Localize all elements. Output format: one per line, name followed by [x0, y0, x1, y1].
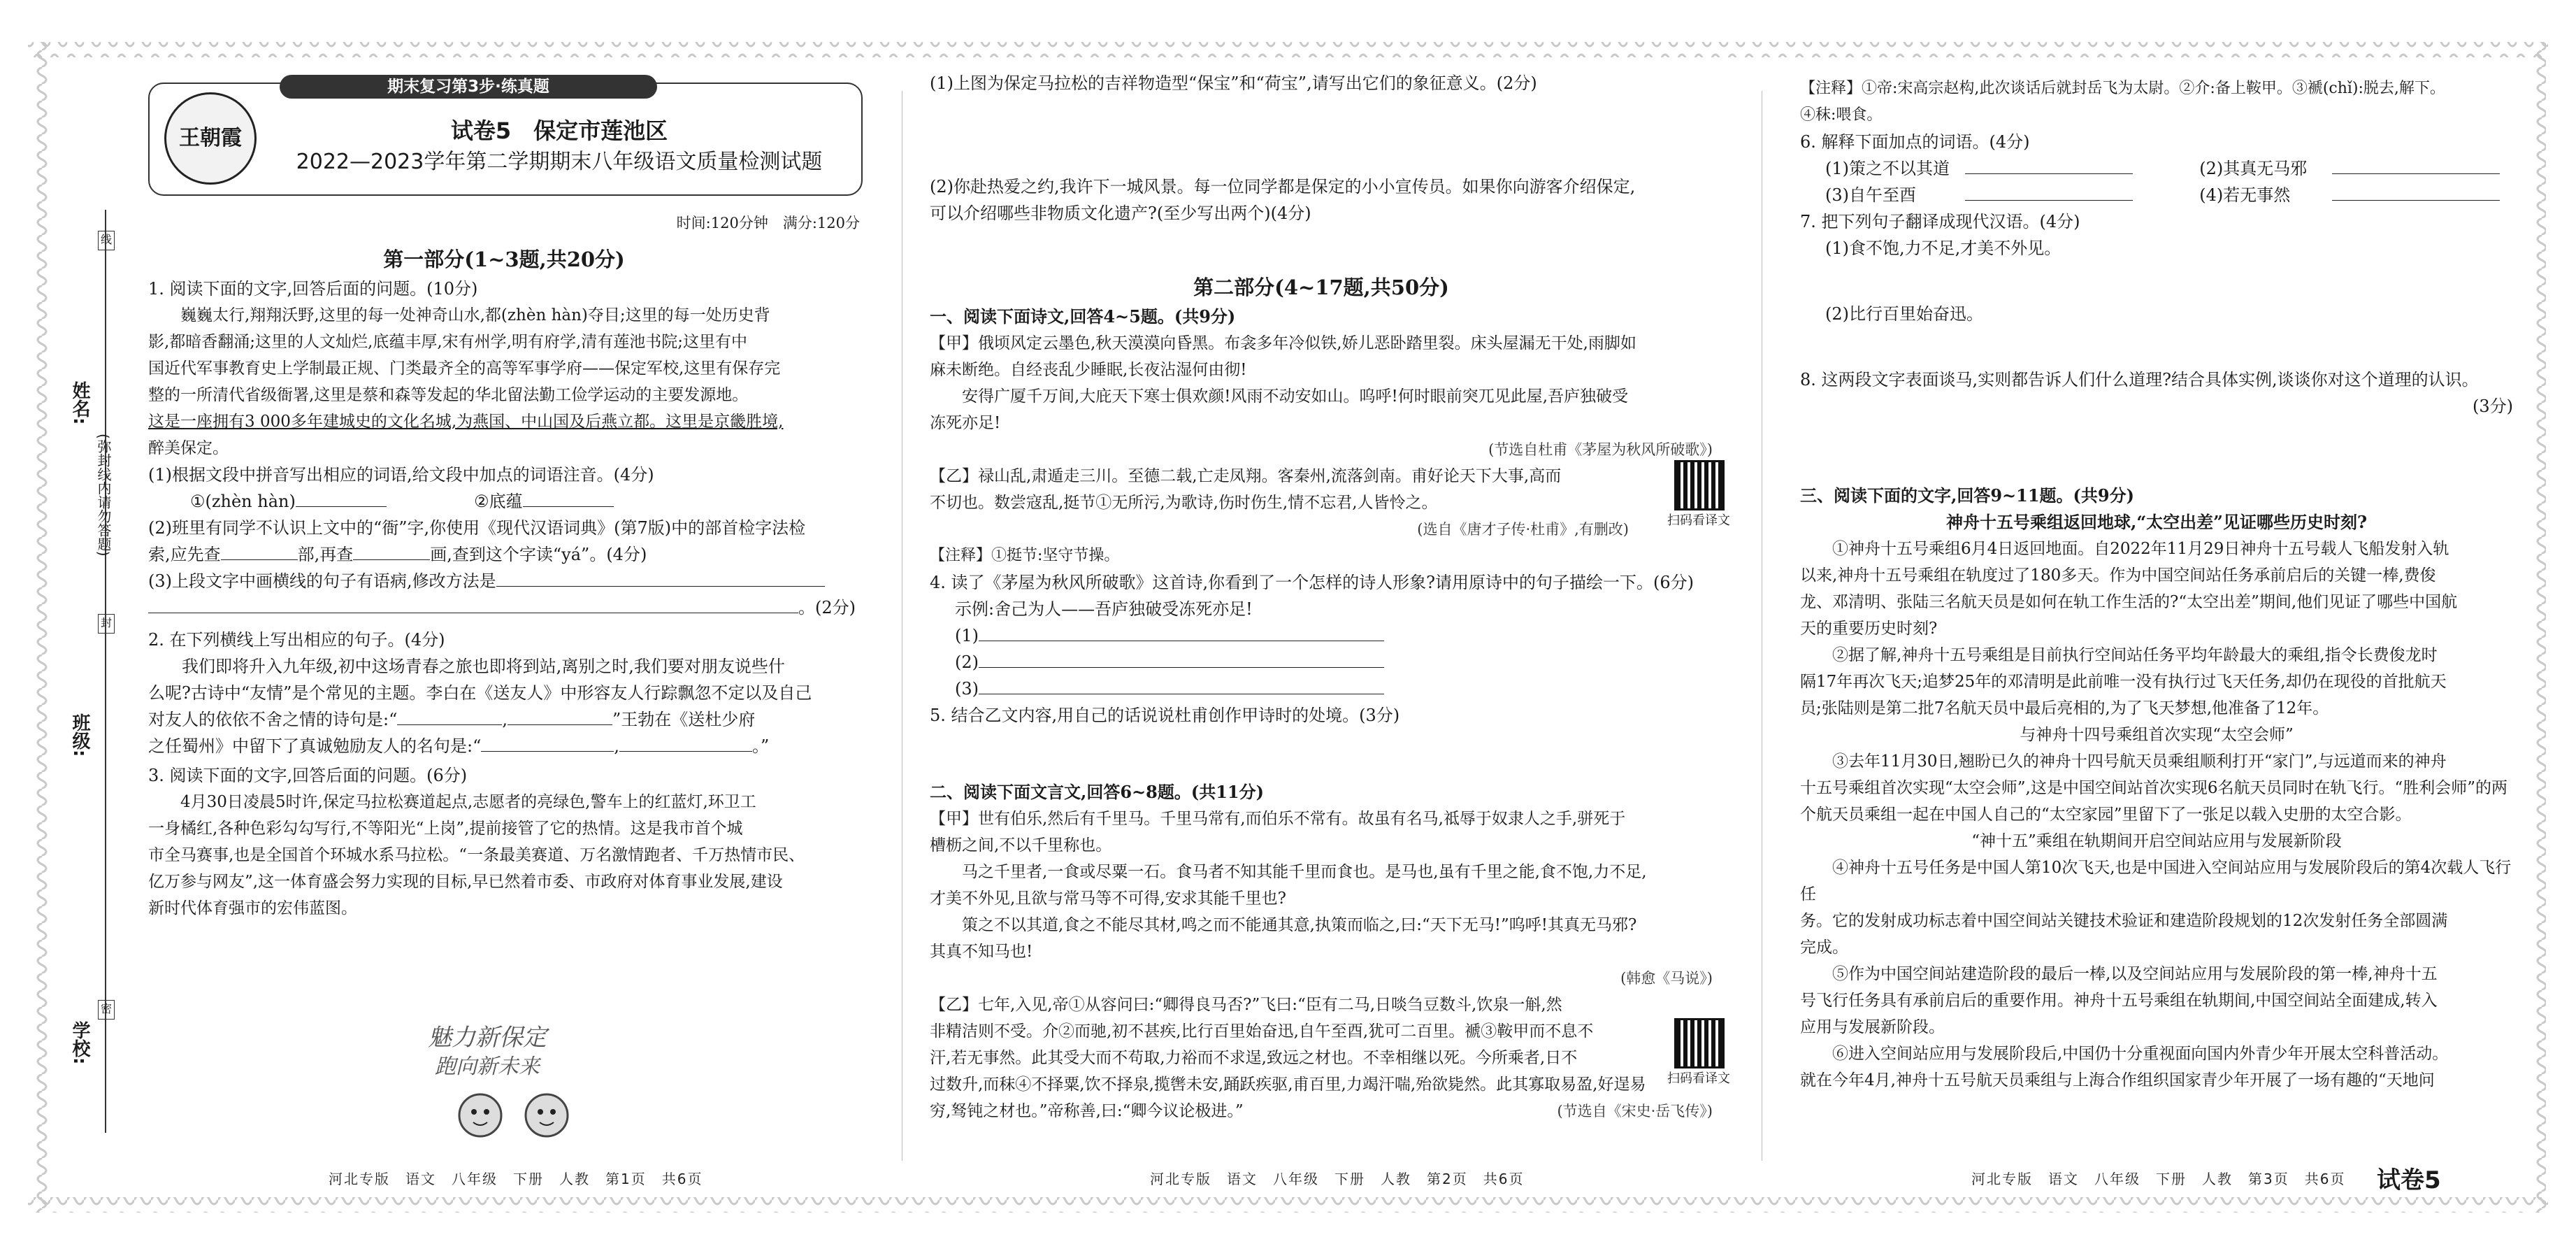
- word-item: (3)自午至酉: [1825, 185, 1916, 205]
- answer-blank[interactable]: [2332, 155, 2500, 174]
- mascot-illustration: [414, 1017, 624, 1157]
- passage-line: 个航天员乘组一起在中国人自己的“太空家园”里留下了一张足以载入史册的太空合影。: [1800, 806, 2412, 824]
- text-ma-shuo: [930, 806, 1713, 965]
- footnote: ④秣:喂食。: [1800, 106, 1883, 124]
- paper-number: 试卷5: [2377, 1166, 2441, 1194]
- question-1-3-line: [148, 594, 860, 621]
- question-3-1: (1)上图为保定马拉松的吉祥物造型“保宝”和“荷宝”,请写出它们的象征意义。(2分): [930, 73, 1537, 93]
- item-number: (2): [955, 652, 979, 672]
- passage-line: 策之不以其道,食之不能尽其材,鸣之而不能通其意,执策而临之,曰:“天下无马!”呜呼!其真无马邪?: [962, 916, 1637, 934]
- fill-text: 索,应先查: [148, 545, 221, 564]
- passage-line: 完成。: [1800, 938, 1848, 957]
- passage-line: 就在今年4月,神舟十五号航天员乘组与上海合作组织国家青少年开展了一场有趣的“天地问: [1800, 1071, 2435, 1089]
- answer-blank[interactable]: [523, 488, 614, 507]
- item-number: (1): [955, 626, 979, 645]
- article-subheading: 与神舟十四号乘组首次实现“太空会师”: [2020, 726, 2294, 744]
- passage-line: 不切也。数尝寇乱,挺节①无所污,为歌诗,伤时伤生,情不忘君,人皆怜之。: [930, 494, 1438, 512]
- answer-blank[interactable]: [1965, 155, 2133, 174]
- fill-text: 部,再查: [297, 545, 354, 564]
- question-8-score: (3分): [2473, 396, 2513, 416]
- fill-text: 之任蜀州》中留下了真诚勉励友人的名句是:“: [148, 736, 482, 756]
- question-4-line: [930, 675, 1713, 702]
- part-2-heading: 第二部分(4~17题,共50分): [1193, 276, 1449, 299]
- page-1-footer: 河北专版 语文 八年级 下册 人教 第1页 共6页: [329, 1171, 703, 1187]
- question-1-2-fill: [148, 541, 860, 568]
- footnote: 【注释】①帝:宋高宗赵构,此次谈话后就封岳飞为太尉。②介:备上鞍甲。③褫(chǐ):脱去,解下。: [1800, 80, 2445, 97]
- passage-line: 天的重要历史时刻?: [1800, 620, 1938, 638]
- question-4: 4. 读了《茅屋为秋风所破歌》这首诗,你看到了一个怎样的诗人形象?请用原诗中的句子描绘一下。(6分): [930, 573, 1694, 592]
- passage-line: ⑥进入空间站应用与发展阶段后,中国仍十分重视面向国内外青少年开展太空科普活动。: [1832, 1045, 2449, 1063]
- qr-code[interactable]: [1674, 460, 1725, 510]
- question-6-row: [1800, 155, 2513, 182]
- question-6: 6. 解释下面加点的词语。(4分): [1800, 132, 2030, 152]
- class-label: 班级:: [69, 713, 90, 757]
- word-item: (1)策之不以其道: [1825, 159, 1950, 178]
- source-citation: (选自《唐才子传·杜甫》,有删改): [1417, 521, 1629, 538]
- question-3-2: (2)你赴热爱之约,我许下一城风景。每一位同学都是保定的小小宣传员。如果你向游客介绍保定,: [930, 177, 1636, 196]
- answer-blank[interactable]: [397, 706, 502, 725]
- passage-line: 4月30日凌晨5时许,保定马拉松赛道起点,志愿者的亮绿色,警车上的红蓝灯,环卫工: [180, 793, 756, 811]
- fill-text: 对友人的依依不舍之情的诗句是:“: [148, 710, 398, 729]
- answer-blank[interactable]: [979, 675, 1384, 694]
- qr-label: 扫码看译文: [1667, 513, 1730, 528]
- answer-blank[interactable]: [508, 706, 612, 725]
- passage-line: 新时代体育强市的宏伟蓝图。: [148, 899, 357, 917]
- fill-text: 画,查到这个字读“yá”。(4分): [430, 545, 647, 564]
- text-yi: [930, 463, 1629, 516]
- exam-time: 时间:120分钟 满分:120分: [676, 215, 860, 231]
- passage-line: 【乙】七年,入见,帝①从容问曰:“卿得良马否?”飞曰:“臣有二马,日啖刍豆数斗,饮泉一斛,然: [930, 996, 1562, 1014]
- passage-line: ③去年11月30日,翘盼已久的神舟十四号航天员乘组顺利打开“家门”,与远道而来的神舟: [1832, 752, 2447, 771]
- passage-line: 影,都暗香翻涌;这里的人文灿烂,底蕴丰厚,宋有州学,明有府学,清有莲池书院;这里有中: [148, 333, 748, 351]
- seal-note: (弥封线内请勿答题): [95, 434, 112, 557]
- passage-line: 以来,神舟十五号乘组在轨度过了180多天。作为中国空间站任务承前启后的关键一棒,费俊: [1800, 566, 2436, 585]
- question-2: 2. 在下列横线上写出相应的句子。(4分): [148, 630, 445, 650]
- footnote: 【注释】①挺节:坚守节操。: [930, 547, 1120, 564]
- answer-blank[interactable]: [2332, 182, 2500, 201]
- section-c-heading: 三、阅读下面的文字,回答9~11题。(共9分): [1800, 485, 2134, 506]
- answer-blank[interactable]: [148, 594, 798, 613]
- answer-blank[interactable]: [353, 541, 430, 560]
- question-1-3: [148, 568, 860, 594]
- word-item: (2)其真无马邪: [2199, 159, 2308, 178]
- question-4-example: 示例:舍己为人——吾庐独破受冻死亦足!: [955, 599, 1253, 619]
- page-3-footer: 河北专版 语文 八年级 下册 人教 第3页 共6页: [1971, 1171, 2346, 1187]
- answer-blank[interactable]: [221, 541, 298, 560]
- passage-line: 整的一所清代省级衙署,这里是蔡和森等发起的华北留法勤工俭学运动的主要发源地。: [148, 386, 749, 404]
- passage-line: 【甲】世有伯乐,然后有千里马。千里马常有,而伯乐不常有。故虽有名马,祗辱于奴隶人之手,骈死于: [930, 810, 1626, 828]
- question-7: 7. 把下列句子翻译成现代汉语。(4分): [1800, 212, 2080, 231]
- passage-line: ①神舟十五号乘组6月4日返回地面。自2022年11月29日神舟十五号载人飞船发射入轨: [1832, 540, 2449, 558]
- passage-line: 穷,驽钝之材也。”帝称善,曰:“卿今议论极进。”: [930, 1102, 1244, 1120]
- paper-subtitle: 2022—2023学年第二学期期末八年级语文质量检测试题: [296, 150, 823, 174]
- passage-line: 市全马赛事,也是全国首个环城水系马拉松。“一条最美赛道、万名激情跑者、千万热情市民、: [148, 846, 805, 864]
- item-number: (3): [955, 679, 979, 699]
- question-5: 5. 结合乙文内容,用自己的话说说杜甫创作甲诗时的处境。(3分): [930, 706, 1400, 725]
- answer-blank[interactable]: [619, 733, 752, 752]
- passage-line: 才美不外见,且欲与常马等不可得,安求其能千里也?: [930, 889, 1286, 908]
- source-citation: (韩愈《马说》): [1620, 970, 1713, 987]
- passage-line: ⑤作为中国空间站建造阶段的最后一棒,以及空间站应用与发展阶段的第一棒,神舟十五: [1832, 965, 2438, 983]
- stamp-text: 跑向新未来: [435, 1055, 540, 1079]
- passage-line: 亿万参与网友”,这一体育盛会努力实现的目标,早已然着市委、市政府对体育事业发展,建设: [148, 873, 783, 891]
- passage-line: 隔17年再次飞天;追梦25年的邓清明是此前唯一没有执行过飞天任务,却仍在现役的首批航天: [1800, 673, 2447, 691]
- passage-line: 巍巍太行,翔翔沃野,这里的每一处神奇山水,都(zhèn hàn)夺目;这里的每一处历史背: [180, 306, 770, 324]
- passage-line: 一身橘红,各种色彩勾勾写行,不等阳光“上岗”,提前接管了它的热情。这是我市首个城: [148, 820, 743, 838]
- passage-line: 员;张陆则是第二批7名航天员中最后亮相的,为了飞天梦想,他准备了12年。: [1800, 699, 2329, 717]
- review-step-pill: 期末复习第3步·练真题: [280, 75, 657, 99]
- article-subheading: “神十五”乘组在轨期间开启空间站应用与发展新阶段: [1971, 832, 2342, 850]
- fill-text: (3)上段文字中画横线的句子有语病,修改方法是: [148, 571, 496, 591]
- page-3-column: [1800, 76, 2513, 1094]
- seal-mark: 线: [98, 231, 115, 250]
- passage-line: 么呢?古诗中“友情”是个常见的主题。李白在《送友人》中形容友人行踪飘忽不定以及自己: [148, 683, 812, 703]
- answer-blank[interactable]: [1965, 182, 2133, 201]
- passage-line: 国近代军事教育史上学制最正规、门类最齐全的高等军事学府——保定军校,这里有保存完: [148, 359, 781, 378]
- answer-blank[interactable]: [481, 733, 614, 752]
- passage-line: 【乙】禄山乱,肃遁走三川。至德二载,亡走凤翔。客秦州,流落剑南。甫好论天下大事,高而: [930, 467, 1562, 485]
- question-1: 1. 阅读下面的文字,回答后面的问题。(10分): [148, 279, 478, 299]
- underlined-sentence: 这是一座拥有3 000多年建城史的文化名城,为燕国、中山国及后燕立都。这里是京畿胜境,: [148, 413, 784, 431]
- question-3-2-cont: 可以介绍哪些非物质文化遗产?(至少写出两个)(4分): [930, 203, 1311, 223]
- article-body: [1800, 536, 2513, 1094]
- answer-blank[interactable]: [296, 488, 387, 507]
- article-title: 神舟十五号乘组返回地球,“太空出差”见证哪些历史时刻?: [1945, 512, 2368, 532]
- passage-line: 我们即将升入九年级,初中这场青春之旅也即将到站,离别之时,我们要对朋友说些什: [182, 657, 785, 676]
- page-1-column: [148, 210, 860, 922]
- qr-code[interactable]: [1674, 1018, 1725, 1068]
- passage-line: 槽枥之间,不以千里称也。: [930, 836, 1112, 855]
- question-6-row: [1800, 182, 2513, 208]
- name-label: 姓名:: [69, 381, 90, 425]
- passage-line: 应用与发展新阶段。: [1800, 1018, 1945, 1036]
- question-4-line: [930, 622, 1713, 649]
- question-1-2: (2)班里有同学不认识上文中的“衙”字,你使用《现代汉语词典》(第7版)中的部首检字法检: [148, 518, 806, 538]
- passage-line: 安得广厦千万间,大庇天下寒士俱欢颜!风雨不动安如山。呜呼!何时眼前突兀见此屋,吾庐独破受: [962, 387, 1629, 406]
- question-2-fill: 对友人的依依不舍之情的诗句是:“ , ”王勃在《送杜少府: [148, 706, 860, 733]
- question-1-1-answers: [148, 488, 860, 515]
- question-2-fill: 之任蜀州》中留下了真诚勉励友人的名句是:“ , 。”: [148, 733, 860, 759]
- score: 。(2分): [798, 598, 856, 617]
- passage-line: 【甲】俄顷风定云墨色,秋天漠漠向昏黑。布衾多年冷似铁,娇儿恶卧踏里裂。床头屋漏无干处,雨脚如: [930, 334, 1636, 352]
- page-2-column: [930, 70, 1713, 1124]
- source-citation: (节选自《宋史·岳飞传》): [1557, 1103, 1713, 1120]
- passage-line: ④神舟十五号任务是中国人第10次飞天,也是中国进入空间站应用与发展阶段后的第4次载人飞行任: [1800, 859, 2512, 903]
- question-1-1: (1)根据文段中拼音写出相应的词语,给文段中加点的词语注音。(4分): [148, 465, 654, 485]
- poem-jia: [930, 330, 1713, 436]
- passage-line: 非精洁则不受。介②而驰,初不甚疾,比行百里始奋迅,自午至酉,犹可二百里。褫③鞍甲而不息不: [930, 1022, 1594, 1041]
- passage-line: 马之千里者,一食或尽粟一石。食马者不知其能千里而食也。是马也,虽有千里之能,食不饱,力不足,: [962, 863, 1647, 881]
- stamp-text: 魅力新保定: [428, 1024, 547, 1052]
- passage-line: 龙、邓清明、张陆三名航天员是如何在轨工作生活的?“太空出差”期间,他们见证了哪些中国航: [1800, 593, 2458, 611]
- passage-line: 汗,若无事然。此其受大而不苟取,力裕而不求逞,致远之材也。不幸相继以死。今所乘者,日不: [930, 1049, 1578, 1067]
- page-2-footer: 河北专版 语文 八年级 下册 人教 第2页 共6页: [1150, 1171, 1525, 1187]
- source-citation: (节选自杜甫《茅屋为秋风所破歌》): [1488, 441, 1713, 458]
- school-label: 学校:: [69, 1021, 90, 1065]
- word-item: (4)若无事然: [2199, 185, 2291, 205]
- passage-line: 醉美保定。: [148, 439, 229, 457]
- question-7-1: (1)食不饱,力不足,才美不外见。: [1825, 238, 2061, 258]
- fill-text: ”王勃在《送杜少府: [612, 710, 756, 729]
- answer-blank[interactable]: [496, 568, 825, 587]
- passage-line: 十五号乘组首次实现“太空会师”,这是中国空间站首次实现6名航天员同时在轨飞行。“胜利会师”的两: [1800, 779, 2507, 797]
- seal-mark: 封: [98, 614, 115, 634]
- passage-line: 其真不知马也!: [930, 943, 1033, 961]
- question-3-passage: [148, 789, 860, 922]
- section-b-heading: 二、阅读下面文言文,回答6~8题。(共11分): [930, 782, 1264, 802]
- passage-line: 过数升,而秣④不择粟,饮不择泉,揽辔未安,踊跃疾驱,甫百里,力竭汗喘,殆欲毙然。此其寡取易盈,好逞易: [930, 1075, 1646, 1094]
- qr-label: 扫码看译文: [1667, 1071, 1730, 1086]
- word-item: ②底蕴: [474, 492, 523, 511]
- question-7-2: (2)比行百里始奋迅。: [1825, 304, 1983, 324]
- passage-line: 号飞行任务具有承前启后的重要作用。神舟十五号乘组在轨期间,中国空间站全面建成,转入: [1800, 992, 2438, 1010]
- part-1-heading: 第一部分(1~3题,共20分): [383, 248, 625, 271]
- answer-blank[interactable]: [979, 649, 1384, 668]
- seal-mark: 密: [98, 1000, 115, 1020]
- passage-line: 务。它的发射成功标志着中国空间站关键技术验证和建造阶段规划的12次发射任务全部圆满: [1800, 912, 2448, 930]
- question-1-passage: [148, 302, 860, 462]
- question-8: 8. 这两段文字表面谈马,实则都告诉人们什么道理?结合具体实例,谈谈你对这个道理的认识。: [1800, 370, 2479, 389]
- publisher-logo: 王朝霞: [164, 92, 257, 185]
- pinyin-item: ①(zhèn hàn): [190, 492, 296, 511]
- paper-title: 试卷5 保定市莲池区: [450, 117, 668, 144]
- passage-line: ②据了解,神舟十五号乘组是目前执行空间站任务平均年龄最大的乘组,指令长费俊龙时: [1832, 646, 2438, 664]
- passage-line: 麻未断绝。自经丧乱少睡眠,长夜沾湿何由彻!: [930, 361, 1247, 379]
- question-4-line: [930, 649, 1713, 675]
- section-a-heading: 一、阅读下面诗文,回答4~5题。(共9分): [930, 306, 1236, 327]
- question-3: 3. 阅读下面的文字,回答后面的问题。(6分): [148, 766, 468, 785]
- answer-blank[interactable]: [979, 622, 1384, 641]
- passage-line: 冻死亦足!: [930, 414, 1001, 432]
- seal-line: [105, 210, 106, 1133]
